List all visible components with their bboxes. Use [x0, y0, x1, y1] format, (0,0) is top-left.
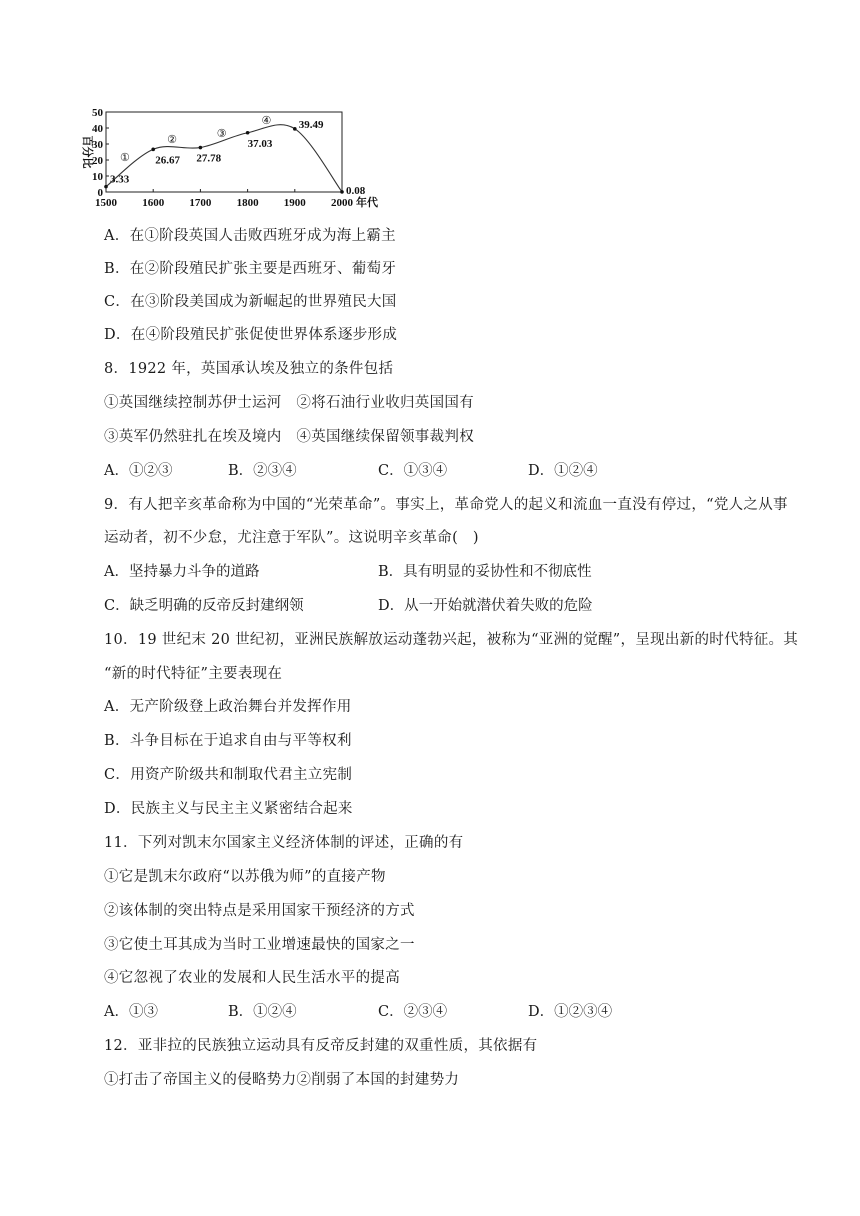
data-label: 37.03	[247, 137, 273, 150]
y-tick-label: 20	[92, 155, 103, 167]
q9-option-c: C．缺乏明确的反帝反封建纲领	[104, 598, 304, 614]
q8-stem: 8．1922 年，英国承认埃及独立的条件包括	[104, 361, 394, 377]
data-point	[151, 148, 155, 152]
x-tick-label: 1900	[283, 197, 306, 209]
data-point	[246, 131, 250, 135]
q11-option-d: D．①②③④	[528, 1004, 613, 1020]
x-axis-label: 年代	[356, 197, 378, 209]
data-label: 26.67	[155, 154, 180, 167]
q8-statement-1: ①英国继续控制苏伊士运河 ②将石油行业收归英国国有	[104, 395, 474, 411]
colonial-expansion-line-chart	[76, 104, 378, 214]
q11-option-a: A．①③	[104, 1004, 158, 1020]
x-tick-label: 1600	[142, 197, 165, 209]
q9-stem-line-2: 运动者，初不少怠，尤注意于军队”。这说明辛亥革命( )	[104, 530, 479, 546]
x-tick-label: 1800	[236, 197, 259, 209]
y-tick-label: 40	[92, 123, 103, 135]
q11-statement-1: ①它是凯末尔政府“以苏俄为师”的直接产物	[104, 869, 386, 885]
q9-option-d: D．从一开始就潜伏着失败的危险	[378, 598, 593, 614]
y-tick-label: 10	[92, 171, 103, 183]
q9-option-a: A．坚持暴力斗争的道路	[104, 564, 260, 580]
stage-marker: ②	[167, 134, 178, 147]
x-tick-label: 2000	[331, 197, 353, 209]
q11-statement-4: ④它忽视了农业的发展和人民生活水平的提高	[104, 970, 400, 986]
q7-option-c: C．在③阶段美国成为新崛起的世界殖民大国	[104, 294, 397, 310]
q12-stem: 12．亚非拉的民族独立运动具有反帝反封建的双重性质，其依据有	[104, 1038, 538, 1054]
q12-statement-1: ①打击了帝国主义的侵略势力②削弱了本国的封建势力	[104, 1072, 460, 1088]
q10-option-c: C．用资产阶级共和制取代君主立宪制	[104, 767, 353, 783]
q11-option-c: C．②③④	[378, 1004, 448, 1020]
y-tick-label: 50	[92, 107, 103, 119]
q8-option-c: C．①③④	[378, 463, 448, 479]
data-point	[293, 127, 297, 131]
data-point	[199, 146, 203, 150]
stage-marker: ①	[119, 151, 130, 164]
chart-labels	[110, 115, 366, 197]
q8-option-a: A．①②③	[104, 463, 173, 479]
q8-option-d: D．①②④	[528, 463, 598, 479]
q8-option-b: B．②③④	[228, 463, 297, 479]
q10-option-d: D．民族主义与民主主义紧密结合起来	[104, 801, 353, 817]
y-tick-label: 30	[92, 139, 103, 151]
x-tick-label: 1700	[189, 197, 212, 209]
data-point	[104, 185, 108, 189]
x-tick-label: 1500	[95, 197, 117, 209]
stage-marker: ④	[261, 115, 272, 127]
q7-option-d: D．在④阶段殖民扩张促使世界体系逐步形成	[104, 327, 398, 343]
data-point	[340, 190, 344, 194]
q8-statement-2: ③英军仍然驻扎在埃及境内 ④英国继续保留领事裁判权	[104, 429, 474, 445]
y-tick-label: 0	[97, 187, 103, 199]
data-label: 39.49	[298, 118, 324, 131]
q7-option-a: A．在①阶段英国人击败西班牙成为海上霸主	[104, 228, 396, 244]
q10-option-b: B．斗争目标在于追求自由与平等权利	[104, 733, 352, 749]
q10-stem-line-1: 10．19 世纪末 20 世纪初，亚洲民族解放运动蓬勃兴起，被称为“亚洲的觉醒”，呈现出新的时代特征。其	[104, 632, 799, 648]
stage-marker: ③	[216, 127, 227, 140]
q10-stem-line-2: “新的时代特征”主要表现在	[104, 666, 283, 682]
y-axis-label: 百分比	[81, 135, 93, 169]
q9-stem-line-1: 9．有人把辛亥革命称为中国的“光荣革命”。事实上，革命党人的起义和流血一直没有停过，“党人之从事	[104, 497, 788, 513]
q11-option-b: B．①②④	[228, 1004, 297, 1020]
q11-stem: 11．下列对凯末尔国家主义经济体制的评述，正确的有	[104, 835, 464, 851]
q10-option-a: A．无产阶级登上政治舞台并发挥作用	[104, 699, 352, 715]
q11-statement-2: ②该体制的突出特点是采用国家干预经济的方式	[104, 903, 415, 919]
data-label: 27.78	[196, 152, 222, 165]
q9-option-b: B．具有明显的妥协性和不彻底性	[378, 564, 592, 580]
q11-statement-3: ③它使土耳其成为当时工业增速最快的国家之一	[104, 937, 415, 953]
data-label: 0.08	[346, 184, 366, 197]
q7-option-b: B．在②阶段殖民扩张主要是西班牙、葡萄牙	[104, 261, 397, 277]
data-label: 3.33	[110, 173, 130, 186]
